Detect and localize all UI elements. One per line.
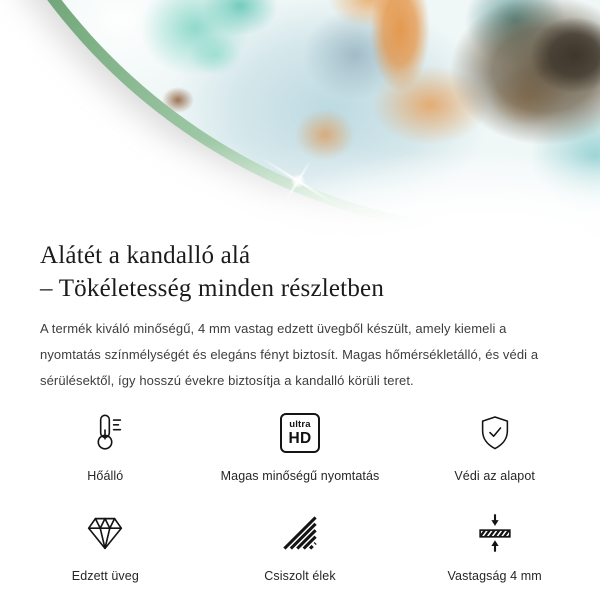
feature-label: Csiszolt élek [264, 569, 336, 583]
product-copy [0, 240, 600, 394]
ultra-hd-icon [280, 409, 320, 457]
diamond-icon [82, 509, 128, 557]
feature-high-quality-print [203, 409, 398, 483]
shield-check-icon [473, 409, 517, 457]
feature-label: Védi az alapot [454, 469, 535, 483]
feature-polished-edges [203, 509, 398, 583]
feature-heat-resistant [8, 409, 203, 483]
polished-edges-icon [278, 509, 322, 557]
product-hero-image [0, 0, 600, 236]
feature-label: Edzett üveg [71, 569, 139, 583]
ultra-hd-text-top: ultra [289, 419, 311, 430]
thermometer-icon [82, 409, 128, 457]
page-title [40, 240, 560, 305]
feature-tempered-glass [8, 509, 203, 583]
ultra-hd-text-bottom: HD [288, 429, 312, 447]
feature-protects-base [397, 409, 592, 483]
feature-label: Magas minőségű nyomtatás [220, 469, 380, 483]
thickness-icon [472, 509, 518, 557]
feature-label: Hőálló [87, 469, 124, 483]
feature-label: Vastagság 4 mm [447, 569, 542, 583]
feature-grid [0, 409, 600, 583]
heading-line-2: – Tökéletesség minden részletben [40, 274, 385, 302]
product-description: A termék kiváló minőségű, 4 mm vastag edzett üvegből készült, amely kiemeli a nyomtatás színmélységét és elegáns fényt biztosít. Magas hőmérsékletálló, és védi a sérülésektől, így hosszú évekre biztosítja a kandalló körüli teret. [40, 321, 539, 388]
hero-white-fade [0, 0, 600, 236]
heading-line-1: Alátét a kandalló alá [40, 242, 251, 269]
feature-thickness [397, 509, 592, 583]
